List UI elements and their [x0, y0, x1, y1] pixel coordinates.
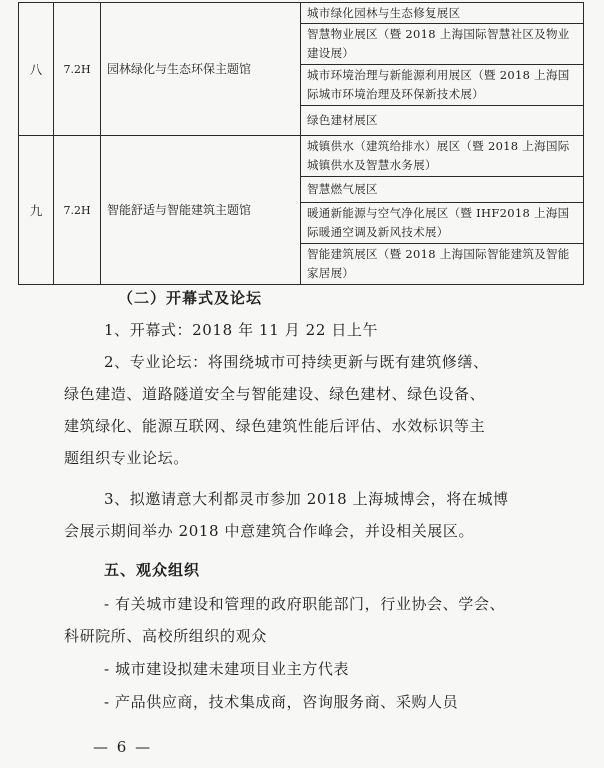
paragraph-line: 1、开幕式：2018 年 11 月 22 日上午: [104, 321, 379, 339]
sub-area: 智慧燃气展区: [301, 177, 584, 203]
list-item: - 有关城市建设和管理的政府职能部门，行业协会、学会、: [104, 595, 506, 613]
sub-area: 城镇供水（建筑给排水）展区（暨 2018 上海国际城镇供水及智慧水务展）: [301, 136, 584, 177]
table-row: [19, 136, 584, 177]
hall-name: 园林绿化与生态环保主题馆: [101, 3, 301, 136]
section-heading: （二）开幕式及论坛: [118, 289, 263, 307]
sub-area: 暖通新能源与空气净化展区（暨 IHF2018 上海国际暖通空调及新风技术展）: [301, 203, 584, 244]
sub-area: 智能建筑展区（暨 2018 上海国际智能建筑及智能家居展）: [301, 244, 584, 285]
table-row: [19, 3, 584, 24]
page-number: — 6 —: [93, 738, 153, 756]
exhibition-halls-table: [18, 2, 584, 285]
sub-area: 智慧物业展区（暨 2018 上海国际智慧社区及物业建设展）: [301, 24, 584, 65]
paragraph-line: 3、拟邀请意大利都灵市参加 2018 上海城博会，将在城博: [104, 490, 509, 508]
paragraph-line: 会展示期间举办 2018 中意建筑合作峰会，并设相关展区。: [64, 522, 475, 540]
paragraph-line: 绿色建造、道路隧道安全与智能建设、绿色建材、绿色设备、: [64, 385, 486, 403]
section-heading: 五、观众组织: [104, 561, 201, 579]
list-item: - 城市建设拟建未建项目业主方代表: [104, 660, 350, 678]
sub-area: 城市绿化园林与生态修复展区: [301, 3, 584, 24]
hall-area: 7.2H: [54, 136, 101, 285]
sub-area: 城市环境治理与新能源利用展区（暨 2018 上海国际城市环境治理及环保新技术展）: [301, 65, 584, 106]
paragraph-line: 题组织专业论坛。: [64, 449, 189, 467]
hall-name: 智能舒适与智能建筑主题馆: [101, 136, 301, 285]
list-item: - 产品供应商，技术集成商，咨询服务商、采购人员: [104, 693, 459, 711]
paragraph-line: 2、专业论坛：将围绕城市可持续更新与既有建筑修缮、: [104, 353, 489, 371]
paragraph-line: 建筑绿化、能源互联网、绿色建筑性能后评估、水效标识等主: [64, 417, 486, 435]
list-item: 科研院所、高校所组织的观众: [64, 627, 267, 645]
sub-area: 绿色建材展区: [301, 106, 584, 136]
hall-area: 7.2H: [54, 3, 101, 136]
hall-number: 九: [19, 136, 54, 285]
hall-number: 八: [19, 3, 54, 136]
